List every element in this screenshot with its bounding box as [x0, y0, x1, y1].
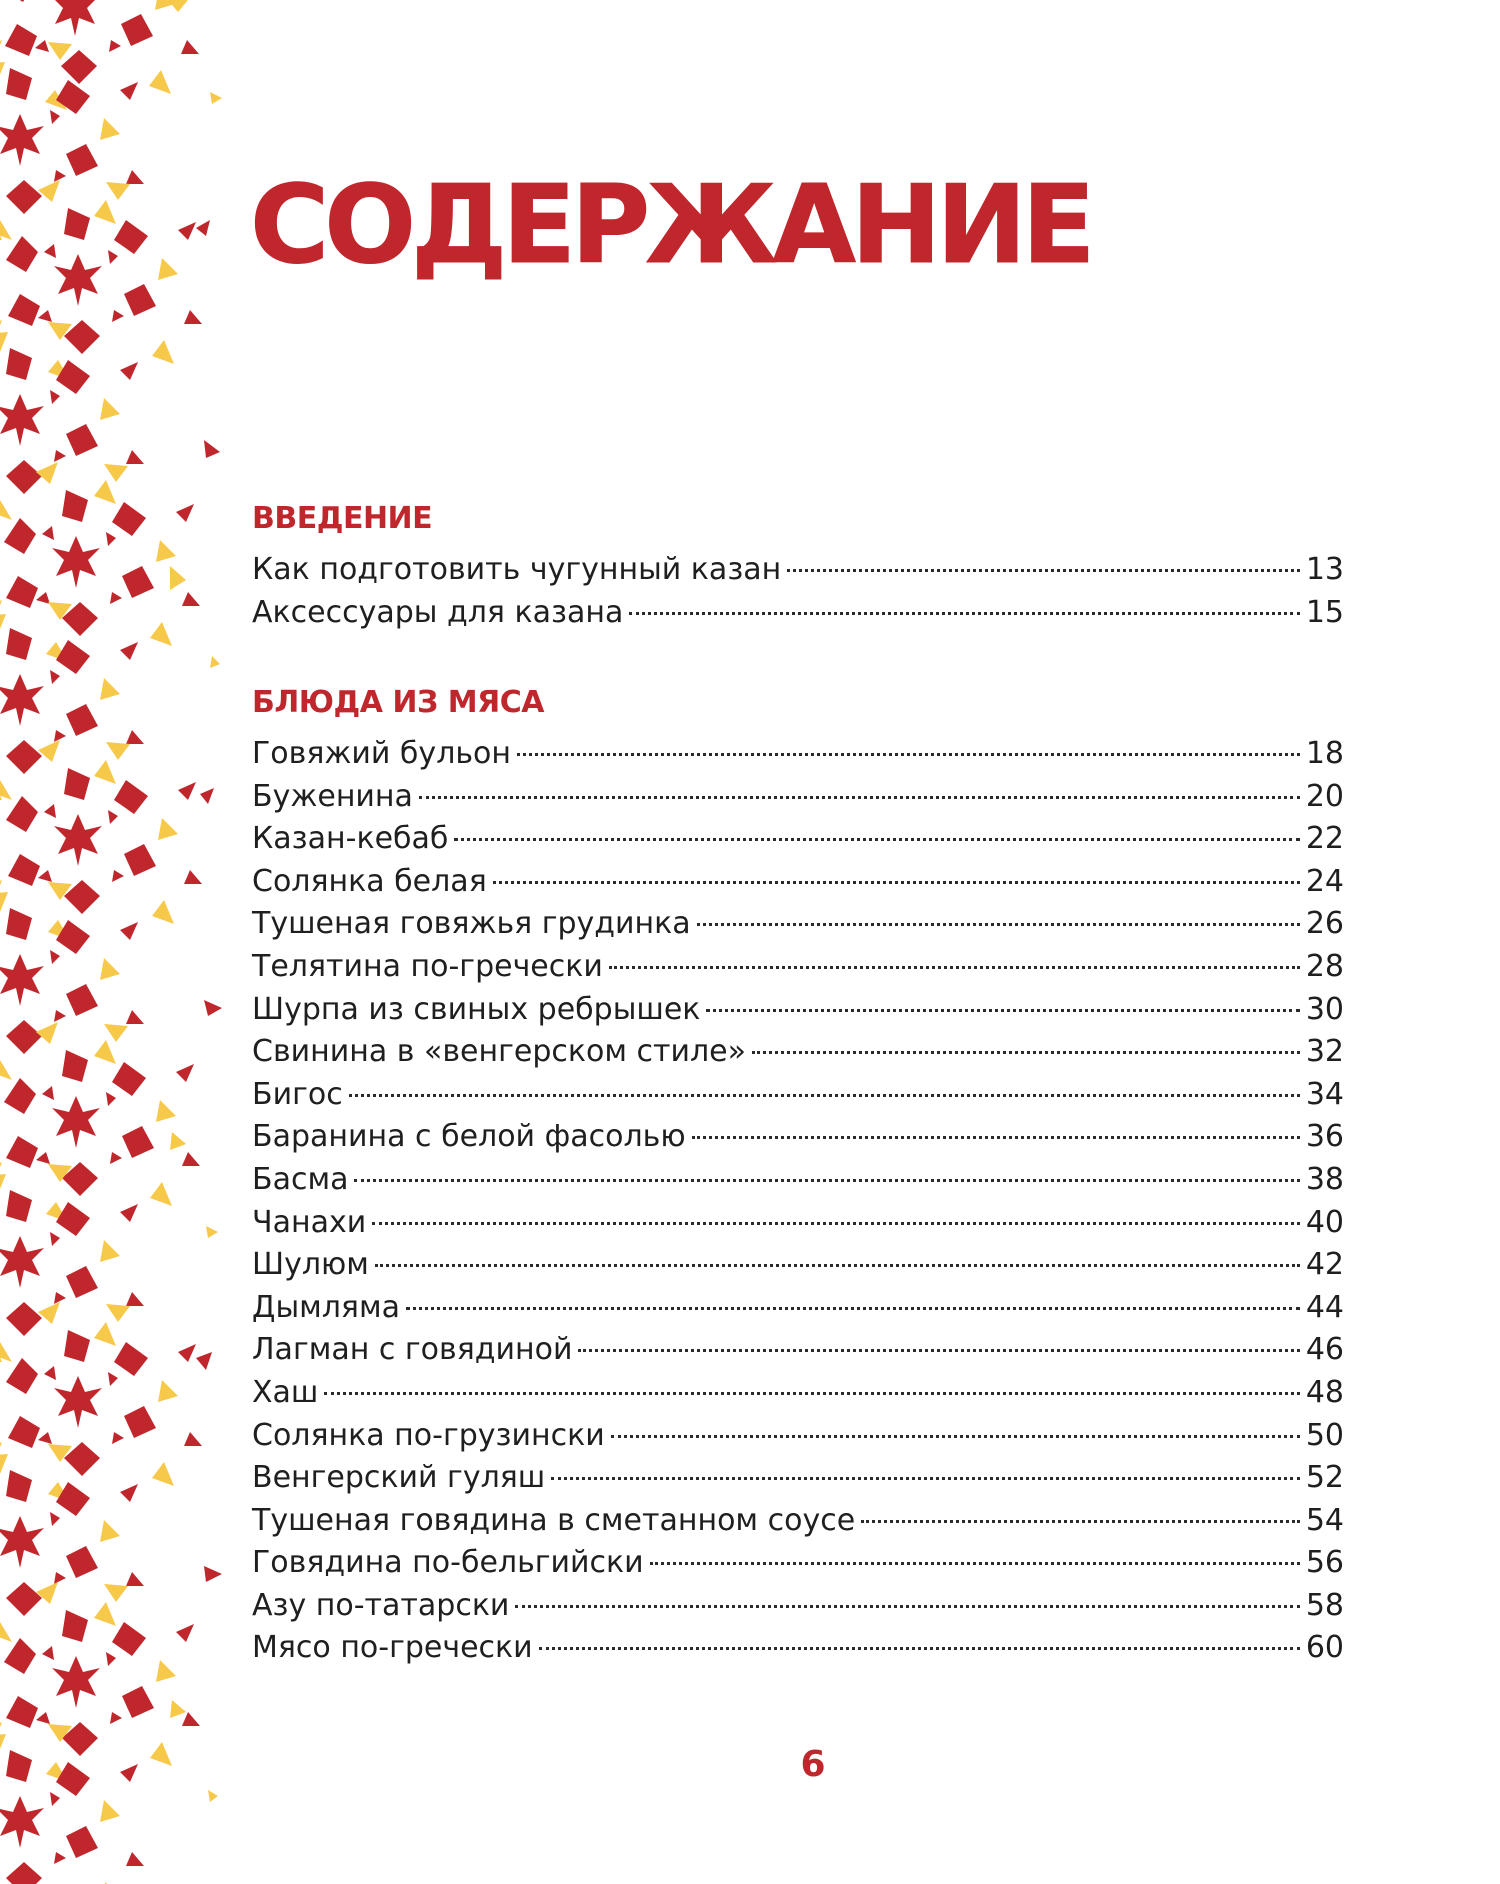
toc-entry[interactable] [252, 1585, 1344, 1628]
toc-entry[interactable] [252, 1244, 1344, 1287]
section-introduction [252, 502, 1344, 634]
toc-entry-page: 13 [1305, 552, 1344, 587]
toc-entry-title: Азу по-татарски [252, 1587, 510, 1623]
dot-leader [539, 1647, 1300, 1650]
toc-entry[interactable] [252, 989, 1344, 1032]
dot-leader [692, 1136, 1300, 1139]
toc-entry-page: 40 [1305, 1204, 1344, 1240]
toc-entry[interactable] [252, 733, 1344, 776]
toc-entry[interactable] [252, 1627, 1344, 1670]
toc-entry[interactable] [252, 1287, 1344, 1330]
toc-entry-title: Бигос [252, 1076, 343, 1112]
toc-entry-page: 26 [1305, 906, 1344, 942]
toc-entry-page: 60 [1305, 1630, 1344, 1666]
toc-entry-page: 50 [1305, 1417, 1344, 1453]
toc-entry-title: Хаш [252, 1374, 319, 1410]
dot-leader [551, 1477, 1300, 1480]
toc-entry-page: 15 [1305, 594, 1344, 630]
toc-entry-title: Солянка по-грузински [252, 1417, 605, 1453]
dot-leader [515, 1605, 1299, 1608]
dot-leader [706, 1009, 1299, 1012]
dot-leader [406, 1307, 1300, 1310]
dot-leader [650, 1562, 1300, 1565]
dot-leader [752, 1051, 1300, 1054]
dot-leader [372, 1222, 1300, 1225]
toc-entry-title: Как подготовить чугунный казан [252, 552, 782, 587]
dot-leader [375, 1264, 1300, 1267]
toc-entry-title: Говяжий бульон [252, 736, 512, 771]
toc-entry-page: 42 [1305, 1247, 1344, 1283]
toc-entry-title: Шурпа из свиных ребрышек [252, 991, 701, 1027]
toc-entry[interactable] [252, 903, 1344, 946]
section-meat-dishes [252, 686, 1344, 1670]
dot-leader [517, 753, 1300, 756]
toc-entry-page: 34 [1305, 1076, 1344, 1112]
toc-entry-title: Баранина с белой фасолью [252, 1119, 686, 1155]
dot-leader [354, 1179, 1299, 1182]
toc-entry-page: 28 [1305, 948, 1344, 984]
toc-entry-page: 36 [1305, 1119, 1344, 1155]
toc-entry[interactable] [252, 1031, 1344, 1074]
toc-entry-title: Лагман с говядиной [252, 1332, 573, 1368]
toc-entry-title: Телятина по-гречески [252, 948, 603, 984]
dot-leader [629, 612, 1299, 615]
section-heading: БЛЮДА ИЗ МЯСА [252, 685, 544, 720]
toc-entry[interactable] [252, 1202, 1344, 1245]
toc-entry-page: 38 [1305, 1161, 1344, 1197]
page-title: СОДЕРЖАНИЕ [250, 163, 1091, 288]
toc-entry-page: 48 [1305, 1374, 1344, 1410]
toc-entry-title: Аксессуары для казана [252, 594, 624, 630]
toc-entry[interactable] [252, 592, 1344, 635]
toc-entry-title: Говядина по-бельгийски [252, 1545, 644, 1581]
toc-entry-page: 44 [1305, 1289, 1344, 1325]
toc-entry-title: Казан-кебаб [252, 821, 449, 857]
dot-leader [324, 1392, 1299, 1395]
toc-entry-page: 18 [1305, 736, 1344, 771]
toc-entry-title: Мясо по-гречески [252, 1630, 533, 1666]
dot-leader [419, 796, 1300, 799]
toc-entry-page: 58 [1305, 1587, 1344, 1623]
toc-entry[interactable] [252, 1116, 1344, 1159]
toc-entry[interactable] [252, 549, 1344, 592]
toc-entry-title: Солянка белая [252, 863, 487, 899]
toc-entry-page: 46 [1305, 1332, 1344, 1368]
toc-entry-page: 22 [1305, 821, 1344, 857]
toc-entry-title: Басма [252, 1161, 349, 1197]
toc-entry-title: Буженина [252, 778, 413, 814]
toc-entry[interactable] [252, 1542, 1344, 1585]
dot-leader [349, 1094, 1300, 1097]
dot-leader [611, 1435, 1300, 1438]
toc-entry-page: 52 [1305, 1460, 1344, 1496]
toc-entry-title: Тушеная говядина в сметанном соусе [252, 1502, 856, 1538]
toc-entry[interactable] [252, 1372, 1344, 1415]
toc-entry[interactable] [252, 1457, 1344, 1500]
toc-entry-page: 56 [1305, 1545, 1344, 1581]
toc-entry[interactable] [252, 861, 1344, 904]
dot-leader [861, 1520, 1300, 1523]
toc-entry-page: 24 [1305, 863, 1344, 899]
toc-entry[interactable] [252, 1159, 1344, 1202]
toc-entry[interactable] [252, 1074, 1344, 1117]
toc-entry[interactable] [252, 1329, 1344, 1372]
toc-entry-page: 32 [1305, 1034, 1344, 1070]
toc-entry-title: Свинина в «венгерском стиле» [252, 1034, 746, 1070]
dot-leader [609, 966, 1300, 969]
dot-leader [578, 1349, 1299, 1352]
section-heading: ВВЕДЕНИЕ [252, 501, 433, 536]
toc-entry-title: Венгерский гуляш [252, 1460, 546, 1496]
toc-entry[interactable] [252, 818, 1344, 861]
dot-leader [454, 838, 1299, 841]
toc-entry-title: Дымляма [252, 1289, 400, 1325]
toc-entry-title: Тушеная говяжья грудинка [252, 906, 691, 942]
toc-entry-title: Чанахи [252, 1204, 367, 1240]
toc-entry-title: Шулюм [252, 1247, 369, 1283]
page-number: 6 [800, 1744, 826, 1785]
toc-entry-page: 20 [1305, 778, 1344, 814]
toc-entry[interactable] [252, 776, 1344, 819]
toc-entry[interactable] [252, 946, 1344, 989]
dot-leader [493, 881, 1300, 884]
decorative-ornament-border [0, 0, 230, 1884]
toc-entry[interactable] [252, 1500, 1344, 1543]
dot-leader [787, 569, 1300, 572]
toc-entry-page: 30 [1305, 991, 1344, 1027]
toc-entry[interactable] [252, 1415, 1344, 1458]
toc-entry-page: 54 [1305, 1502, 1344, 1538]
dot-leader [697, 923, 1300, 926]
